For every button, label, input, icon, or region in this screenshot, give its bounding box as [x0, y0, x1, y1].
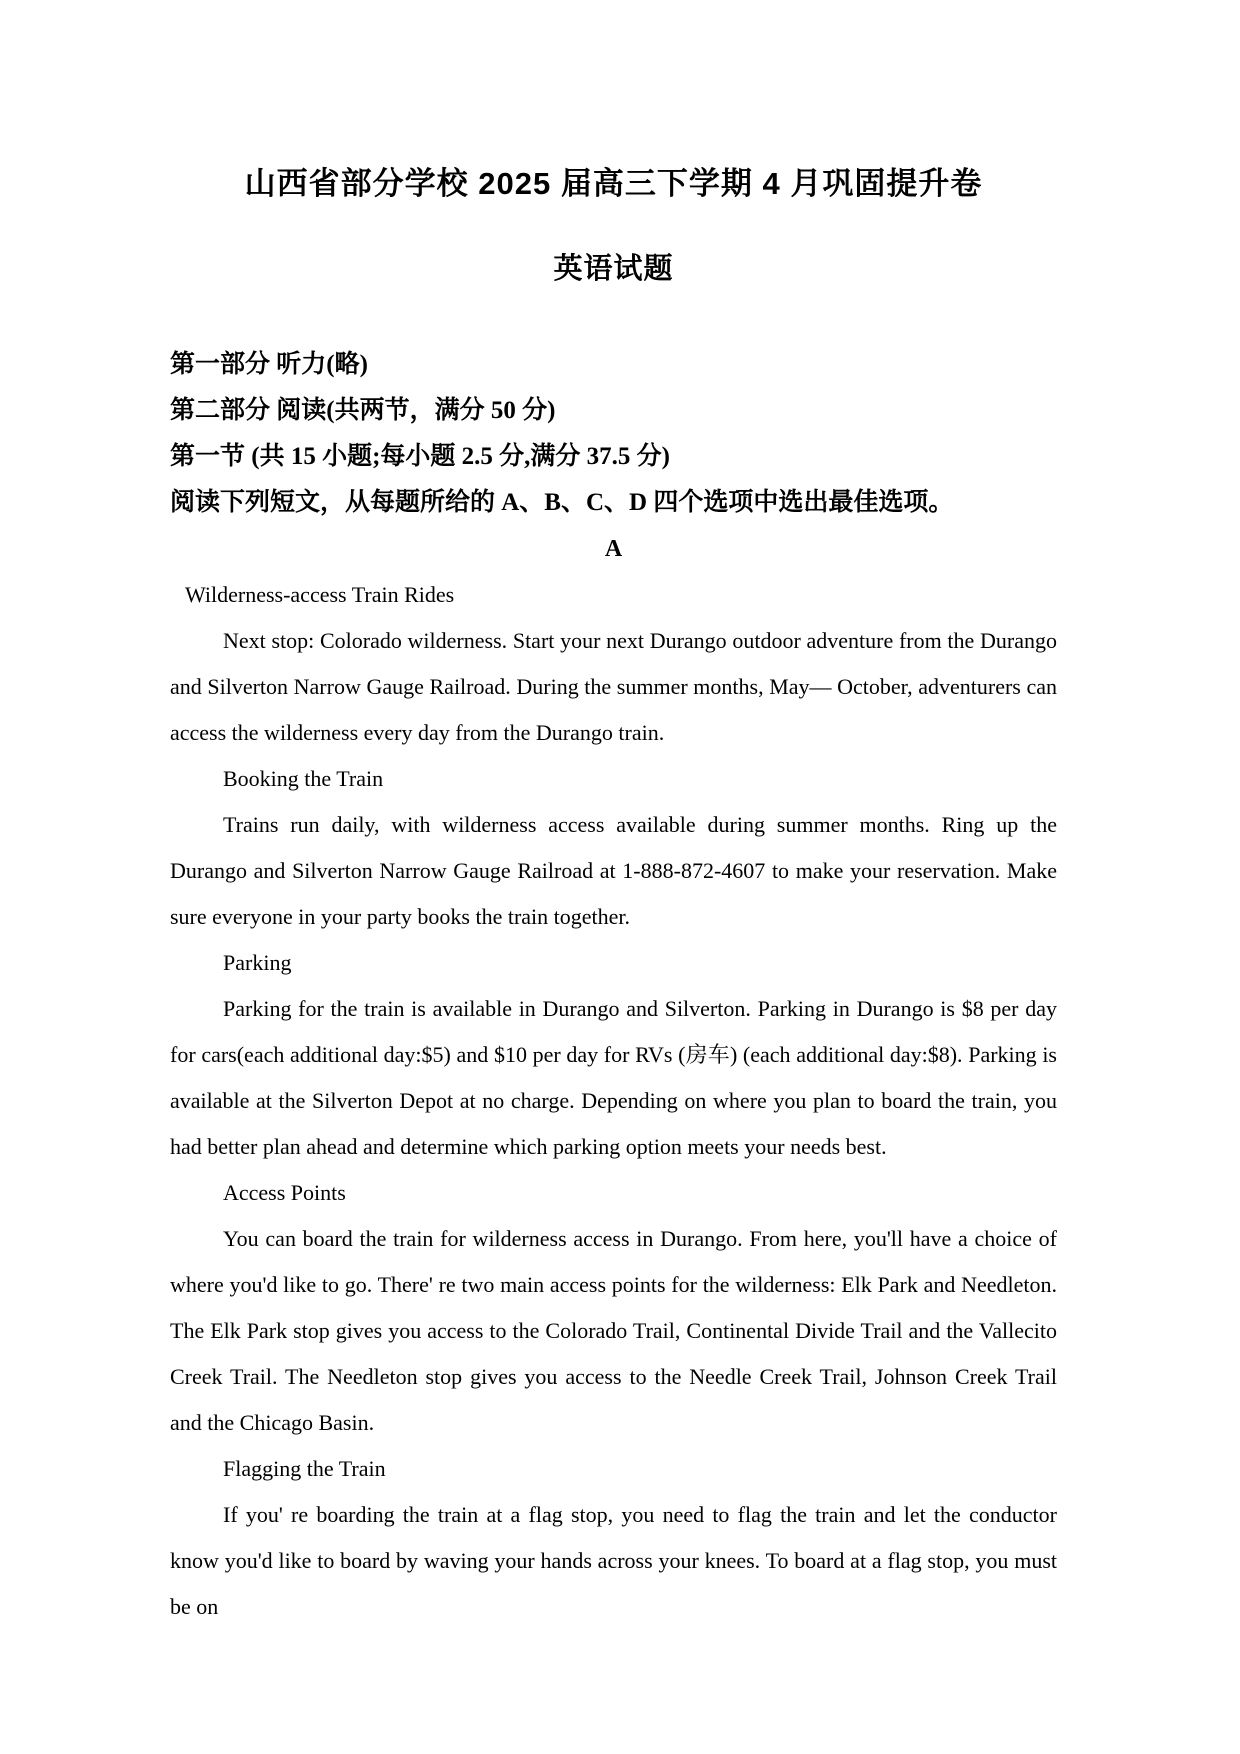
reading-instruction: 阅读下列短文，从每题所给的 A、B、C、D 四个选项中选出最佳选项。 [170, 489, 954, 516]
passage-paragraph: You can board the train for wilderness access in Durango. From here, you'll have a choice of where you'd like to go. There' re two main access points for the wilderness: Elk Park and Needleton. The Elk Park stop gives you access to the Colorado Trail, Continental Divide Trail and the Vallecito Creek Trail. The Needleton stop gives you access to the Needle Creek Trail, Johnson Creek Trail and the Chicago Basin. [170, 1226, 1057, 1435]
passage-subheading: Access Points [223, 1180, 346, 1205]
part1-heading: 第一部分 听力(略) [170, 351, 368, 378]
document-subtitle: 英语试题 [553, 253, 674, 285]
passage-paragraph: Next stop: Colorado wilderness. Start your next Durango outdoor adventure from the Durango and Silverton Narrow Gauge Railroad. During the summer months, May— October, adventurers can access the wilderness every day from the Durango train. [170, 628, 1057, 745]
passage-paragraph: Trains run daily, with wilderness access available during summer months. Ring up the Durango and Silverton Narrow Gauge Railroad at 1-888-872-4607 to make your reservation. Make sure everyone in your party books the train together. [170, 812, 1057, 929]
section1-heading: 第一节 (共 15 小题;每小题 2.5 分,满分 37.5 分) [170, 443, 670, 470]
passage-body [170, 618, 1057, 1630]
section-headings [170, 342, 1057, 526]
passage-paragraph: If you' re boarding the train at a flag stop, you need to flag the train and let the conductor know you'd like to board by waving your hands across your knees. To board at a flag stop, you must be on [170, 1502, 1057, 1619]
passage-paragraph: Parking for the train is available in Durango and Silverton. Parking in Durango is $8 per day for cars(each additional day:$5) and $10 per day for RVs (房车) (each additional day:$8). Parking is available at the Silverton Depot at no charge. Depending on where you plan to board the train, you had better plan ahead and determine which parking option meets your needs best. [170, 996, 1057, 1159]
passage-subheading: Flagging the Train [223, 1456, 386, 1481]
passage-label: A [604, 536, 623, 562]
passage-title: Wilderness-access Train Rides [185, 582, 455, 607]
passage-subheading: Parking [223, 950, 292, 975]
passage-subheading: Booking the Train [223, 766, 384, 791]
document-title: 山西省部分学校 2025 届高三下学期 4 月巩固提升卷 [244, 166, 983, 201]
part2-heading: 第二部分 阅读(共两节，满分 50 分) [170, 397, 556, 424]
